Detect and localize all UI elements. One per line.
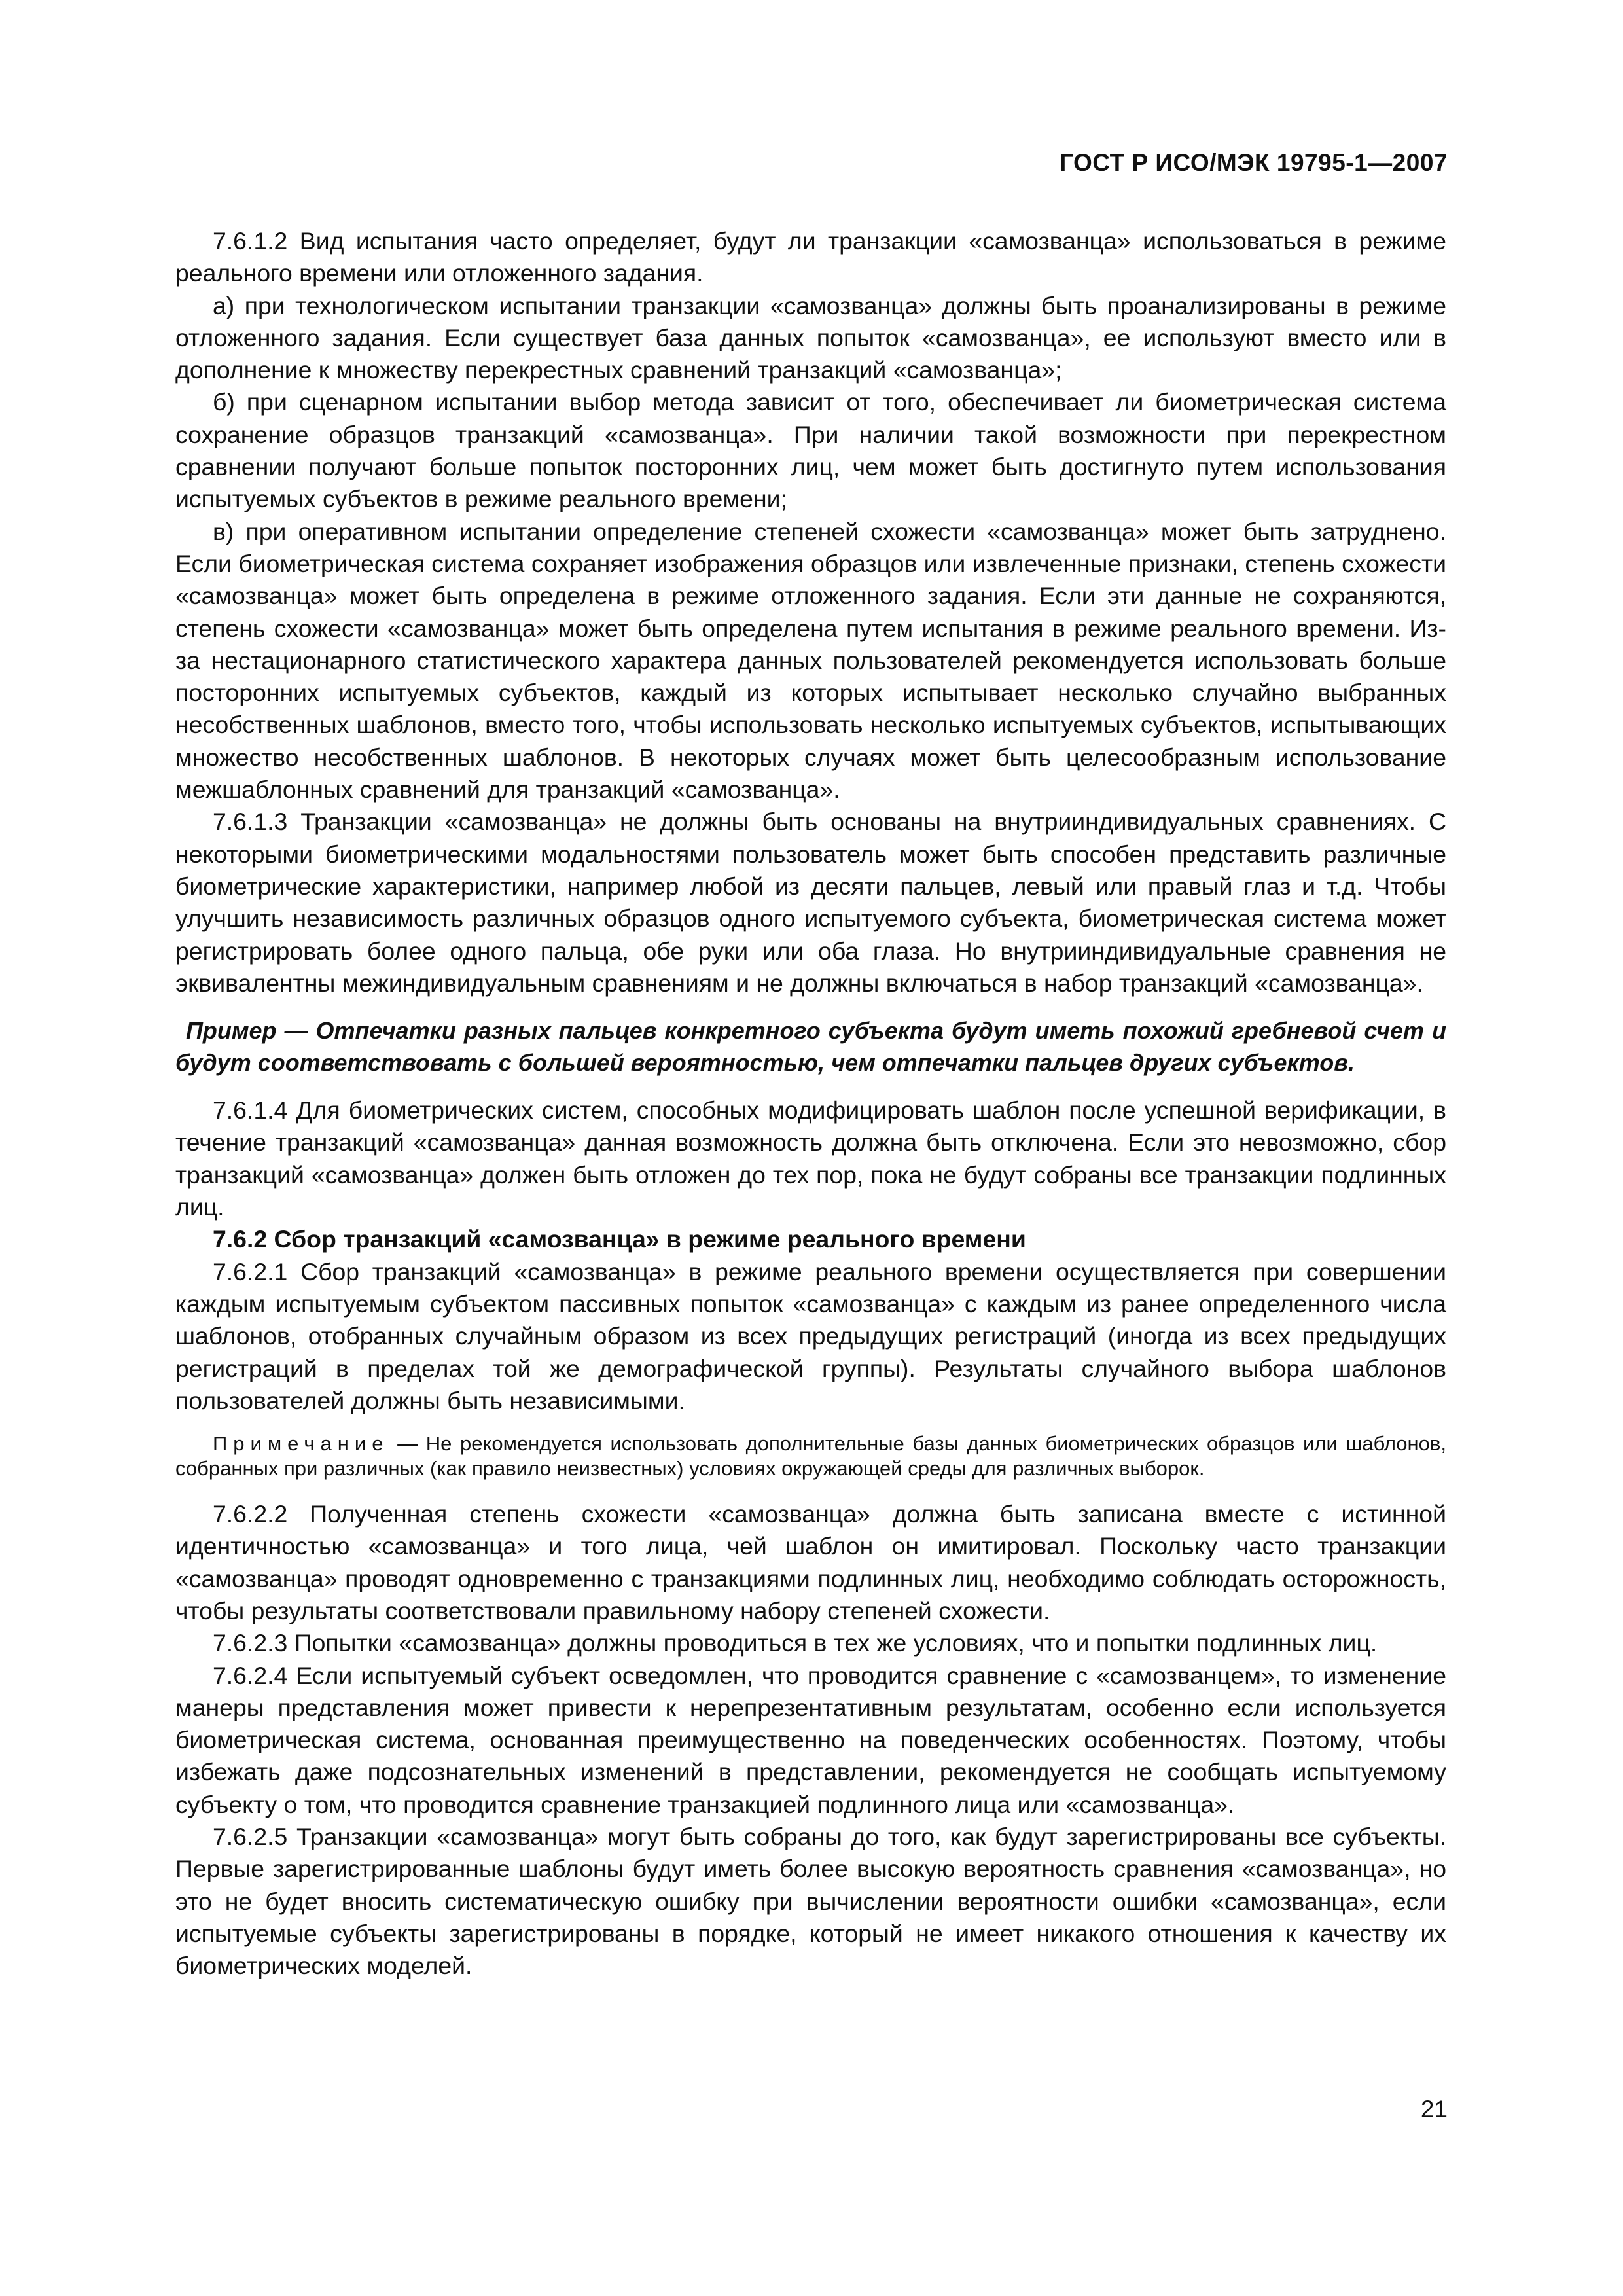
paragraph-7621: 7.6.2.1 Сбор транзакций «самозванца» в режиме реального времени осуществляется при совершении каждым испытуемым субъектом пассивных попыток «самозванца» с каждым из ранее определенного числа шаблонов, отобранных случайным образом из всех предыдущих регистраций (иногда из всех предыдущих регистраций в пределах той же демографической группы). Результаты случайного выбора шаблонов пользователей должны быть независимыми. [175,1257,1446,1414]
page-body [175,225,1446,1982]
example-note: Пример — Отпечатки разных пальцев конкретного субъекта будут иметь похожий гребневой счет и будут соответствовать с большей вероятностью, чем отпечатки пальцев других субъектов. [175,1017,1446,1077]
note-block [175,1431,1446,1481]
section-heading-762: 7.6.2 Сбор транзакций «самозванца» в режиме реального времени [213,1225,1026,1253]
paragraph-list-a: а) при технологическом испытании транзакции «самозванца» должны быть проанализированы в режиме отложенного задания. Если существует база данных попыток «самозванца», ее используют вместо или в дополнение к множеству перекрестных сравнений транзакций «самозванца»; [175,291,1446,384]
note-label: Примечание [213,1432,389,1456]
paragraph-7624: 7.6.2.4 Если испытуемый субъект осведомлен, что проводится сравнение с «самозванцем», то изменение манеры представления может привести к нерепрезентативным результатам, особенно если используется биометрическая система, основанная преимущественно на поведенческих особенностях. Поэтому, чтобы избежать даже подсознательных изменений в представлении, рекомендуется не сообщать испытуемому субъекту о том, что проводится сравнение транзакцией подлинного лица или «самозванца». [175,1661,1446,1818]
paragraph-7622: 7.6.2.2 Полученная степень схожести «самозванца» должна быть записана вместе с истинной идентичностью «самозванца» и того лица, чей шаблон он имитировал. Поскольку часто транзакции «самозванца» проводят одновременно с транзакциями подлинных лиц, необходимо соблюдать осторожность, чтобы результаты соответствовали правильному набору степеней схожести. [175,1500,1446,1624]
paragraph-7625: 7.6.2.5 Транзакции «самозванца» могут быть собраны до того, как будут зарегистрированы все субъекты. Первые зарегистрированные шаблоны будут иметь более высокую вероятность сравнения «самозванца», но это не будет вносить систематическую ошибку при вычислении вероятности ошибки «самозванца», если испытуемые субъекты зарегистрированы в порядке, который не имеет никакого отношения к качеству их биометрических моделей. [175,1823,1446,1980]
paragraph-7613: 7.6.1.3 Транзакции «самозванца» не должны быть основаны на внутрииндивидуальных сравнениях. С некоторыми биометрическими модальностями пользователь может быть способен представить различные биометрические характеристики, например любой из десяти пальцев, левый или правый глаз и т.д. Чтобы улучшить независимость различных образцов одного испытуемого субъекта, биометрическая система может регистрировать более одного пальца, обе руки или оба глаза. Но внутрииндивидуальные сравнения не эквивалентны межиндивидуальным сравнениям и не должны включаться в набор транзакций «самозванца». [175,808,1446,997]
note-text: — Не рекомендуется использовать дополнительные базы данных биометрических образцов или шаблонов, собранных при различных (как правило неизвестных) условиях окружающей среды для различных выборок. [175,1432,1446,1480]
paragraph-list-v: в) при оперативном испытании определение степеней схожести «самозванца» может быть затруднено. Если биометрическая система сохраняет изображения образцов или извлеченные признаки, степень схожести «самозванца» может быть определена в режиме отложенного задания. Если эти данные не сохраняются, степень схожести «самозванца» может быть определена путем испытания в режиме реального времени. Из-за нестационарного статистического характера данных пользователей рекомендуется использовать больше посторонних испытуемых субъектов, каждый из которых испытывает несколько случайно выбранных несобственных шаблонов, вместо того, чтобы использовать несколько испытуемых субъектов, испытывающих множество несобственных шаблонов. В некоторых случаях может быть целесообразным использование межшаблонных сравнений для транзакций «самозванца». [175,517,1446,804]
document-header: ГОСТ Р ИСО/МЭК 19795-1—2007 [1060,149,1448,176]
paragraph-7623: 7.6.2.3 Попытки «самозванца» должны проводиться в тех же условиях, что и попытки подлинных лиц. [213,1629,1378,1657]
paragraph-7614: 7.6.1.4 Для биометрических систем, способных модифицировать шаблон после успешной верификации, в течение транзакций «самозванца» данная возможность должна быть отключена. Если это невозможно, сбор транзакций «самозванца» должен быть отложен до тех пор, пока не будут собраны все транзакции подлинных лиц. [175,1096,1446,1221]
paragraph-7612: 7.6.1.2 Вид испытания часто определяет, будут ли транзакции «самозванца» использоваться в режиме реального времени или отложенного задания. [175,227,1446,287]
paragraph-list-b: б) при сценарном испытании выбор метода зависит от того, обеспечивает ли биометрическая система сохранение образцов транзакций «самозванца». При наличии такой возможности при перекрестном сравнении получают больше попыток посторонних лиц, чем может быть достигнуто путем использования испытуемых субъектов в режиме реального времени; [175,388,1446,513]
page-number: 21 [1420,2096,1448,2123]
